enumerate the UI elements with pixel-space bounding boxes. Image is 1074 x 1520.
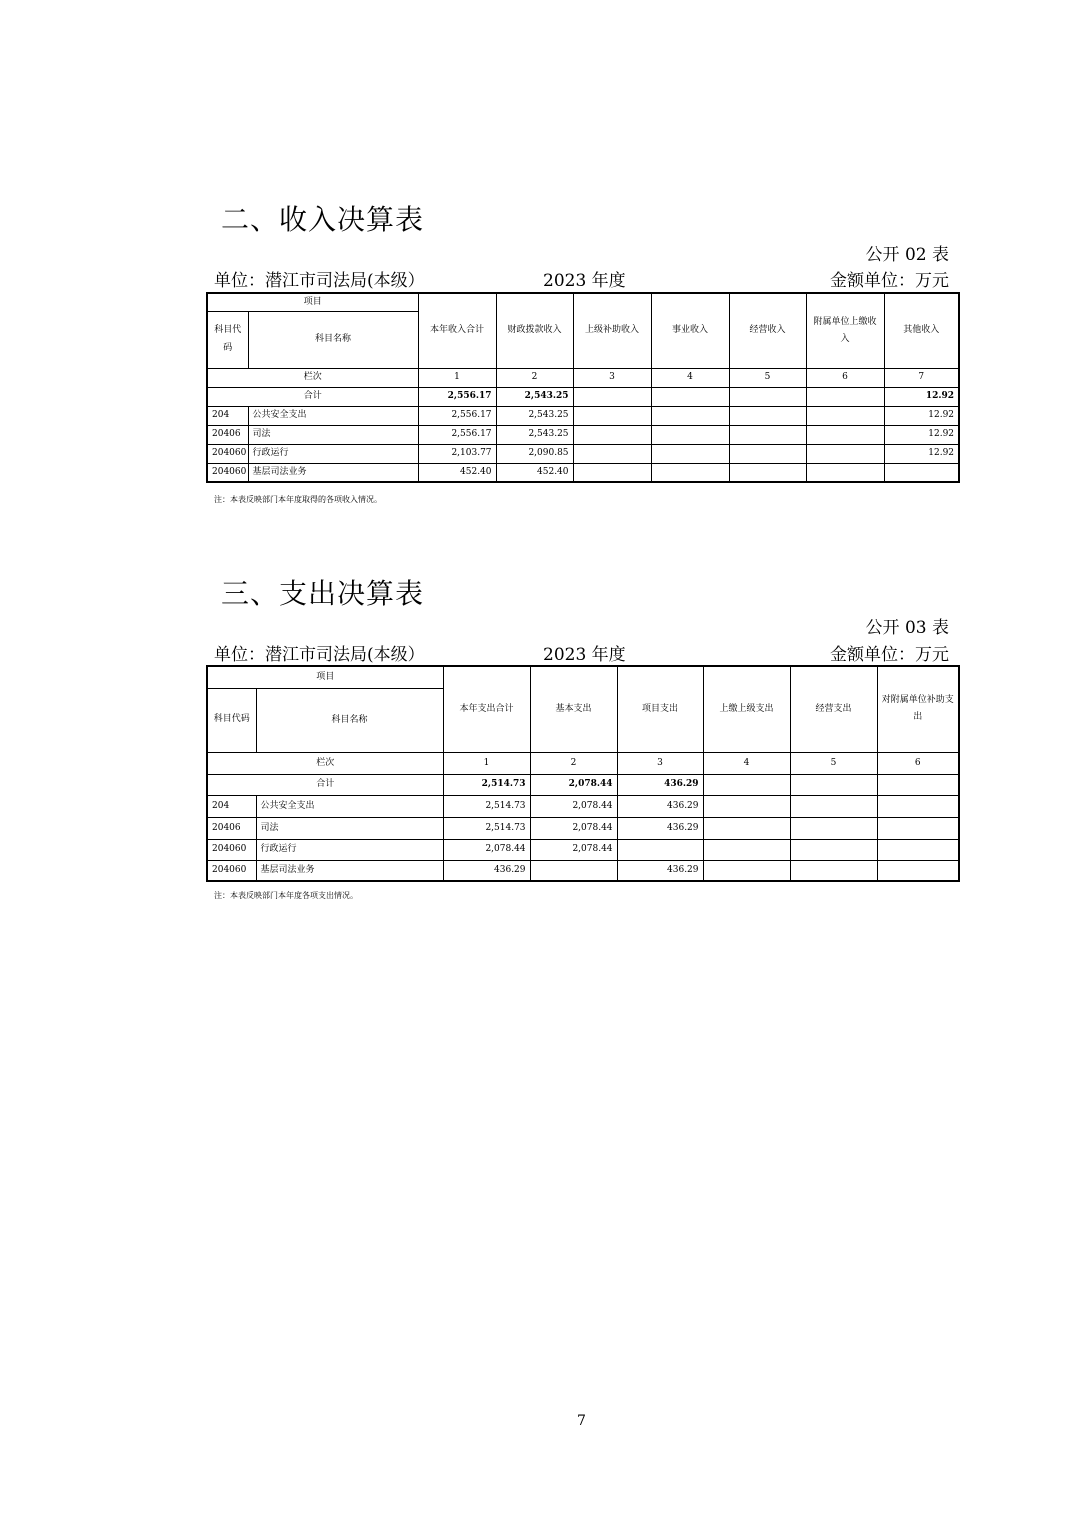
expense-total-value: 2,078.44	[530, 774, 617, 795]
income-row-name: 司法	[248, 425, 418, 444]
expense-row-value	[790, 860, 877, 881]
expense-row-value	[790, 795, 877, 817]
income-table-row	[207, 406, 959, 425]
income-unit-line	[214, 266, 949, 290]
expense-table	[206, 665, 960, 882]
expense-row-value: 2,514.73	[443, 795, 530, 817]
expense-row-value	[790, 817, 877, 839]
expense-row-name: 公共安全支出	[256, 795, 443, 817]
income-row-value	[729, 406, 806, 425]
expense-col-header: 项目支出	[617, 666, 703, 752]
income-row-value	[651, 444, 729, 463]
expense-col-number: 2	[530, 752, 617, 774]
expense-unit-line	[214, 640, 949, 664]
expense-row-value: 2,078.44	[530, 795, 617, 817]
income-total-value: 2,556.17	[418, 387, 496, 406]
income-header-item: 项目	[207, 293, 418, 311]
income-row-value: 12.92	[884, 444, 959, 463]
expense-col-header: 基本支出	[530, 666, 617, 752]
expense-row-code: 20406	[207, 817, 256, 839]
income-row-value: 2,543.25	[496, 406, 573, 425]
income-row-value	[573, 463, 651, 482]
income-row-value	[729, 463, 806, 482]
expense-row-code: 204	[207, 795, 256, 817]
income-row-name: 行政运行	[248, 444, 418, 463]
income-row-value: 2,556.17	[418, 406, 496, 425]
income-col-number: 4	[651, 368, 729, 387]
income-col-header: 附属单位上缴收入	[806, 293, 884, 368]
income-table-row	[207, 425, 959, 444]
expense-row-value	[617, 839, 703, 860]
income-row-value: 452.40	[496, 463, 573, 482]
expense-row-value: 436.29	[617, 817, 703, 839]
income-row-value	[573, 444, 651, 463]
income-row-value: 2,556.17	[418, 425, 496, 444]
expense-row-name: 司法	[256, 817, 443, 839]
income-col-row-label: 栏次	[207, 368, 418, 387]
income-total-label: 合计	[207, 387, 418, 406]
income-total-row	[207, 387, 959, 406]
expense-row-value	[877, 839, 959, 860]
expense-row-value: 436.29	[443, 860, 530, 881]
expense-col-number: 4	[703, 752, 790, 774]
expense-row-value	[877, 795, 959, 817]
expense-row-value: 436.29	[617, 795, 703, 817]
income-amount-unit: 金额单位：万元	[830, 271, 949, 291]
expense-row-value	[530, 860, 617, 881]
income-row-code: 204	[207, 406, 248, 425]
income-col-number: 6	[806, 368, 884, 387]
expense-total-value	[877, 774, 959, 795]
income-col-header: 经营收入	[729, 293, 806, 368]
expense-col-header: 对附属单位补助支出	[877, 666, 959, 752]
income-row-value: 452.40	[418, 463, 496, 482]
expense-section-title: 三、支出决算表	[221, 577, 425, 610]
income-col-header: 本年收入合计	[418, 293, 496, 368]
expense-row-value	[790, 839, 877, 860]
expense-total-row	[207, 774, 959, 795]
expense-header-item: 项目	[207, 666, 443, 688]
expense-header-code: 科目代码	[207, 688, 256, 752]
income-col-number: 5	[729, 368, 806, 387]
expense-row-value: 2,078.44	[530, 839, 617, 860]
income-table-number: 公开 02 表	[865, 245, 949, 265]
expense-unit: 单位：潜江市司法局(本级）	[214, 645, 425, 665]
income-row-value	[884, 463, 959, 482]
income-unit: 单位：潜江市司法局(本级）	[214, 271, 425, 291]
expense-row-code: 204060	[207, 860, 256, 881]
income-row-value: 12.92	[884, 406, 959, 425]
income-header-code: 科目代码	[207, 311, 248, 368]
income-total-value: 12.92	[884, 387, 959, 406]
income-row-code: 20406	[207, 425, 248, 444]
income-total-value: 2,543.25	[496, 387, 573, 406]
income-col-number: 7	[884, 368, 959, 387]
income-col-header: 事业收入	[651, 293, 729, 368]
expense-col-number: 1	[443, 752, 530, 774]
expense-col-number: 3	[617, 752, 703, 774]
expense-table-row	[207, 795, 959, 817]
expense-table-row	[207, 839, 959, 860]
expense-table-number: 公开 03 表	[865, 618, 949, 638]
income-row-name: 公共安全支出	[248, 406, 418, 425]
expense-col-row-label: 栏次	[207, 752, 443, 774]
income-col-number: 1	[418, 368, 496, 387]
expense-header-name: 科目名称	[256, 688, 443, 752]
income-col-number: 2	[496, 368, 573, 387]
expense-row-value	[703, 839, 790, 860]
expense-col-header: 经营支出	[790, 666, 877, 752]
income-table	[206, 292, 960, 483]
income-table-row	[207, 463, 959, 482]
expense-table-row	[207, 860, 959, 881]
income-row-value: 12.92	[884, 425, 959, 444]
income-row-value: 2,090.85	[496, 444, 573, 463]
income-col-header: 其他收入	[884, 293, 959, 368]
income-row-value	[573, 406, 651, 425]
expense-total-label: 合计	[207, 774, 443, 795]
expense-row-code: 204060	[207, 839, 256, 860]
expense-row-value	[877, 860, 959, 881]
income-row-value	[573, 425, 651, 444]
income-row-name: 基层司法业务	[248, 463, 418, 482]
expense-table-row	[207, 817, 959, 839]
income-year: 2023 年度	[543, 271, 626, 291]
income-row-value: 2,543.25	[496, 425, 573, 444]
income-row-value	[651, 425, 729, 444]
expense-row-name: 行政运行	[256, 839, 443, 860]
expense-col-header: 上缴上级支出	[703, 666, 790, 752]
income-col-number: 3	[573, 368, 651, 387]
income-col-header: 上级补助收入	[573, 293, 651, 368]
income-total-value	[651, 387, 729, 406]
income-row-value	[729, 425, 806, 444]
income-row-value	[806, 463, 884, 482]
expense-row-value	[703, 860, 790, 881]
expense-row-value	[877, 817, 959, 839]
income-col-header: 财政拨款收入	[496, 293, 573, 368]
expense-col-header: 本年支出合计	[443, 666, 530, 752]
income-row-value	[806, 425, 884, 444]
income-row-value	[651, 463, 729, 482]
expense-total-value	[703, 774, 790, 795]
expense-amount-unit: 金额单位：万元	[830, 645, 949, 665]
expense-col-number: 5	[790, 752, 877, 774]
expense-row-name: 基层司法业务	[256, 860, 443, 881]
income-row-code: 204060	[207, 463, 248, 482]
page-number: 7	[577, 1413, 586, 1429]
income-total-value	[729, 387, 806, 406]
income-table-row	[207, 444, 959, 463]
expense-col-number: 6	[877, 752, 959, 774]
expense-note: 注：本表反映部门本年度各项支出情况。	[214, 891, 358, 900]
expense-row-value	[703, 795, 790, 817]
income-row-value: 2,103.77	[418, 444, 496, 463]
income-row-value	[806, 406, 884, 425]
expense-total-value: 2,514.73	[443, 774, 530, 795]
expense-row-value: 2,078.44	[530, 817, 617, 839]
expense-row-value: 436.29	[617, 860, 703, 881]
income-total-value	[806, 387, 884, 406]
income-row-value	[651, 406, 729, 425]
expense-total-value	[790, 774, 877, 795]
expense-row-value: 2,514.73	[443, 817, 530, 839]
income-total-value	[573, 387, 651, 406]
expense-total-value: 436.29	[617, 774, 703, 795]
expense-year: 2023 年度	[543, 645, 626, 665]
income-row-value	[806, 444, 884, 463]
income-header-name: 科目名称	[248, 311, 418, 368]
income-note: 注：本表反映部门本年度取得的各项收入情况。	[214, 495, 382, 504]
expense-row-value	[703, 817, 790, 839]
income-section-title: 二、收入决算表	[221, 203, 425, 236]
expense-row-value: 2,078.44	[443, 839, 530, 860]
income-row-code: 204060	[207, 444, 248, 463]
income-row-value	[729, 444, 806, 463]
